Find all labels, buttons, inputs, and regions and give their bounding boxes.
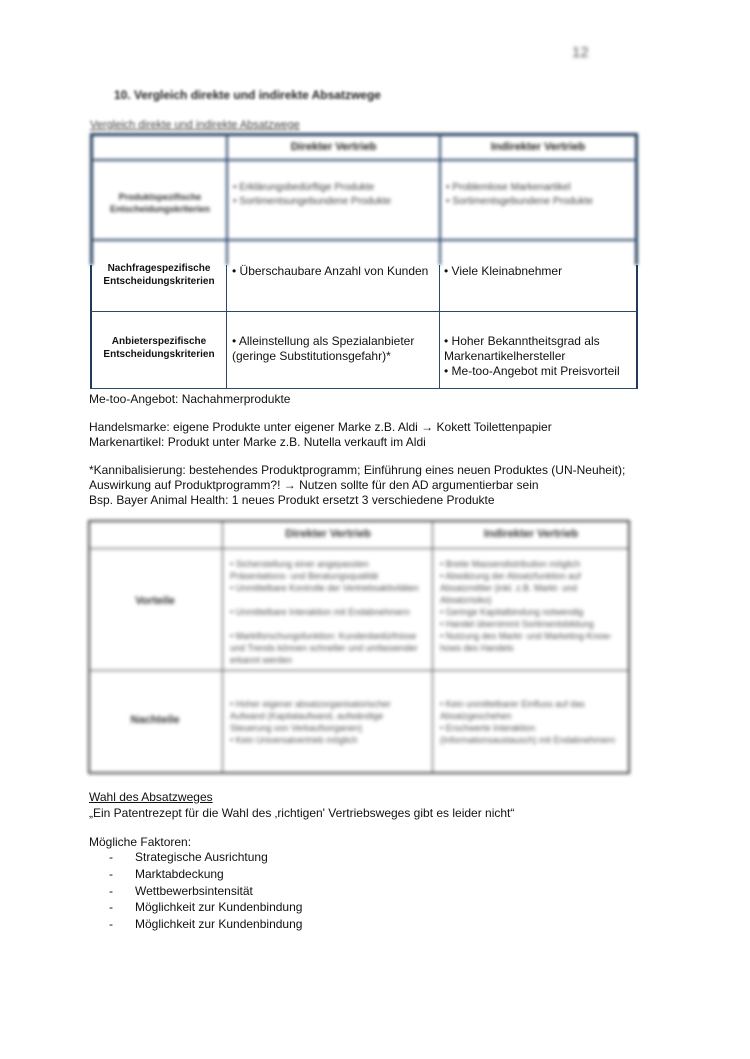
note-metoo: Me-too-Angebot: Nachahmerprodukte — [89, 392, 291, 406]
factor-item: - Möglichkeit zur Kundenbindung — [109, 900, 303, 914]
factor-item: - Wettbewerbsintensität — [109, 884, 253, 898]
table2-cell-item: • Marktforschungsfunktion: Kundenbedürfnisse und Trends können schneller und umfassender erkannt werden — [230, 631, 418, 665]
table2-cell-item: • Breite Massendistribution möglich — [440, 559, 581, 569]
page-number: 12 — [572, 44, 589, 61]
comparison-table-criteria — [90, 133, 638, 389]
table2-header-direct: Direkter Vertrieb — [285, 528, 371, 540]
table1-cell-item: • Sortimentsungebundene Produkte — [233, 196, 392, 207]
factor-item: - Marktabdeckung — [109, 867, 224, 881]
note-kannibalisierung-1: *Kannibalisierung: bestehendes Produktprogramm; Einführung eines neuen Produktes (UN-Neuheit); — [89, 463, 626, 477]
table1-header-direct: Direkter Vertrieb — [290, 141, 377, 153]
note-kannibalisierung-2: Auswirkung auf Produktprogramm?! → Nutzen sollte für den AD argumentierbar sein — [89, 478, 539, 492]
table1-cell-item: • Überschaubare Anzahl von Kunden — [232, 264, 429, 278]
table1-header-indirect: Indirekter Vertrieb — [490, 141, 586, 153]
section-heading: 10. Vergleich direkte und indirekte Absatzwege — [114, 88, 381, 102]
table1-caption: Vergleich direkte und indirekte Absatzwege — [90, 119, 300, 131]
table2-header-indirect: Indirekter Vertrieb — [483, 528, 579, 540]
table1-cell-item: • Erklärungsbedürftige Produkte — [233, 182, 375, 193]
wahl-heading: Wahl des Absatzweges — [89, 790, 213, 804]
table2-cell-item: • Sicherstellung einer angepassten Präsentations- und Beratungsqualität — [230, 559, 379, 581]
table2-cell-item: • Geringe Kapitalbindung notwendig — [440, 607, 584, 617]
table1-cell-item: • Sortimentsgebundene Produkte — [446, 196, 593, 207]
comparison-table-pros-cons — [88, 520, 630, 774]
factors-title: Mögliche Faktoren: — [89, 835, 192, 849]
table2-cell-item: • Kein unmittelbarer Einfluss auf das Absatzgeschehen — [440, 699, 585, 721]
table1-cell-item: • Hoher Bekanntheitsgrad als Markenartikelhersteller — [444, 334, 600, 363]
factor-item: - Möglichkeit zur Kundenbindung — [109, 917, 303, 931]
table2-row-label: Vorteile — [135, 595, 175, 607]
table1-cell-item: • Alleinstellung als Spezialanbieter (geringe Substitutionsgefahr)* — [232, 334, 415, 363]
table1-row-label: Produktspezifische Entscheidungskriterien — [109, 192, 211, 214]
note-bayer: Bsp. Bayer Animal Health: 1 neues Produkt ersetzt 3 verschiedene Produkte — [89, 493, 495, 507]
table2-row-label: Nachteile — [130, 714, 180, 726]
table1-cell-item: • Viele Kleinabnehmer — [444, 264, 563, 278]
table2-cell-item: • Erschwerte Interaktion (Informationsaustausch) mit Endabnehmern — [440, 723, 616, 745]
table2-cell-item: • Handel übernimmt Sortimentsbildung — [440, 619, 594, 629]
wahl-quote: „Ein Patentrezept für die Wahl des ‚richtigen' Vertriebsweges gibt es leider nicht“ — [89, 806, 515, 820]
table1-blurred-region — [90, 133, 638, 265]
table2-cell-item: • Unmittelbare Kontrolle der Vertriebsaktivitäten — [230, 583, 419, 593]
table2-cell-item: • Abwälzung der Absatzfunktion auf Absatzmittler (inkl. z.B. Markt- und Absatzrisiko) — [440, 571, 581, 605]
table1-cell-item: • Me-too-Angebot mit Preisvorteil — [444, 364, 620, 378]
table2-cell-item: • Nutzung des Markt- und Marketing-Know-hows des Handels — [440, 631, 613, 653]
table2-cell-item: • Hoher eigener absatzorganisatorischer Aufwand (Kapitalaufwand, aufwändige Steuerung von Verkaufsorganen) — [230, 699, 391, 733]
table1-row-label: Anbieterspezifische Entscheidungskriterien — [103, 336, 215, 360]
table2-cell-item: • Kein Universalvertrieb möglich — [230, 735, 358, 745]
table2-cell-item: • Unmittelbare Interaktion mit Endabnehmern — [230, 607, 410, 617]
note-markenartikel: Markenartikel: Produkt unter Marke z.B. Nutella verkauft im Aldi — [89, 435, 426, 449]
table1-cell-item: • Problemlose Markenartikel — [446, 182, 571, 193]
factor-item: - Strategische Ausrichtung — [109, 850, 268, 864]
note-handelsmarke: Handelsmarke: eigene Produkte unter eigener Marke z.B. Aldi → Kokett Toilettenpapier — [89, 420, 552, 434]
table1-row-label: Nachfragespezifische Entscheidungskriterien — [103, 263, 215, 287]
